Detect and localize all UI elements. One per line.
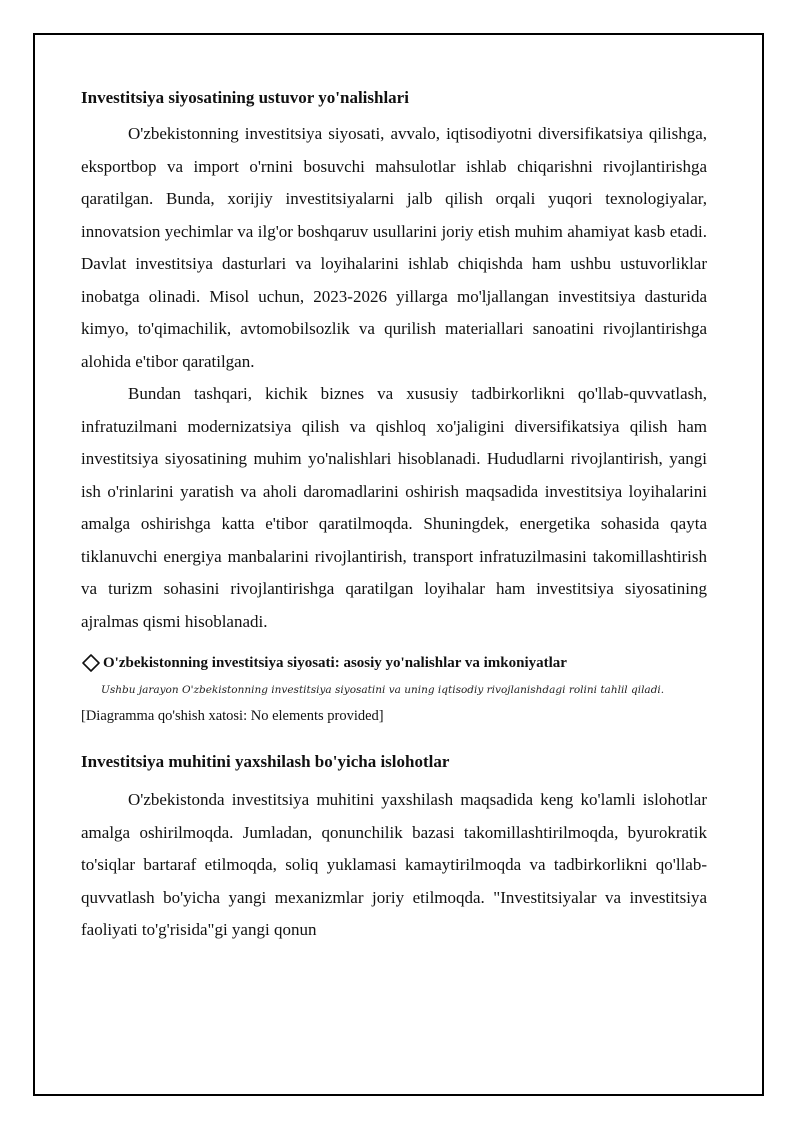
paragraph-reforms: O'zbekistonda investitsiya muhitini yaxshilash maqsadida keng ko'lamli islohotlar amalga oshirilmoqda. Jumladan, qonunchilik bazasi takomillashtirilmoqda, byurokratik to'siqlar bartaraf etilmoqda, soliq yuklamasi kamaytirilmoqda va tadbirkorlikni qo'llab-quvvatlash bo'yicha yangi mexanizmlar joriy etilmoqda. "Investitsiyalar va investitsiya faoliyati to'g'risida"gi yangi qonun [81,790,707,939]
diagram-title-text: O'zbekistonning investitsiya siyosati: asosiy yo'nalishlar va imkoniyatlar [103,655,567,671]
diagram-title [81,652,707,674]
paragraph-investment-policy: O'zbekistonning investitsiya siyosati, avvalo, iqtisodiyotni diversifikatsiya qilishga, eksportbop va import o'rnini bosuvchi mahsulotlar ishlab chiqarishni rivojlantirishga qaratilgan. Bunda, xorijiy investitsiyalarni jalb qilish orqali yuqori texnologiyalar, innovatsion yechimlar va ilg'or boshqaruv usullarini joriy etish muhim ahamiyat kasb etadi. Davlat investitsiya dasturlari va loyihalarini ishlab chiqishda ham ushbu ustuvorliklar inobatga olinadi. Misol uchun, 2023-2026 yillarga mo'ljallangan investitsiya dasturida kimyo, to'qimachilik, avtomobilsozlik va qurilish materiallari sanoatini rivojlantirishga alohida e'tibor qaratilgan. [81,124,707,371]
section-heading-reforms: Investitsiya muhitini yaxshilash bo'yicha islohotlar [81,752,450,771]
diamond-icon [81,653,101,673]
diagram-error-message: [Diagramma qo'shish xatosi: No elements provided] [81,708,384,724]
paragraph-policy-directions: Bundan tashqari, kichik biznes va xususiy tadbirkorlikni qo'llab-quvvatlash, infratuzilmani modernizatsiya qilish va qishloq xo'jaligini diversifikatsiya qilish ham investitsiya siyosatining muhim yo'nalishlari hisoblanadi. Hududlarni rivojlantirish, yangi ish o'rinlarini yaratish va aholi daromadlarini oshirish maqsadida investitsiya loyihalarini amalga oshirishga katta e'tibor qaratilmoqda. Shuningdek, energetika sohasida qayta tiklanuvchi energiya manbalarini rivojlantirish, transport infratuzilmasini takomillashtirish va turizm sohasini rivojlantirishga qaratilgan loyihalar ham investitsiya siyosatining ajralmas qismi hisoblanadi. [81,384,707,631]
document-body [81,86,707,947]
section-heading-priorities: Investitsiya siyosatining ustuvor yo'nalishlari [81,88,409,107]
diagram-caption: Ushbu jarayon O'zbekistonning investitsiya siyosatini va uning iqtisodiy rivojlanishdagi rolini tahlil qiladi. [101,684,665,696]
